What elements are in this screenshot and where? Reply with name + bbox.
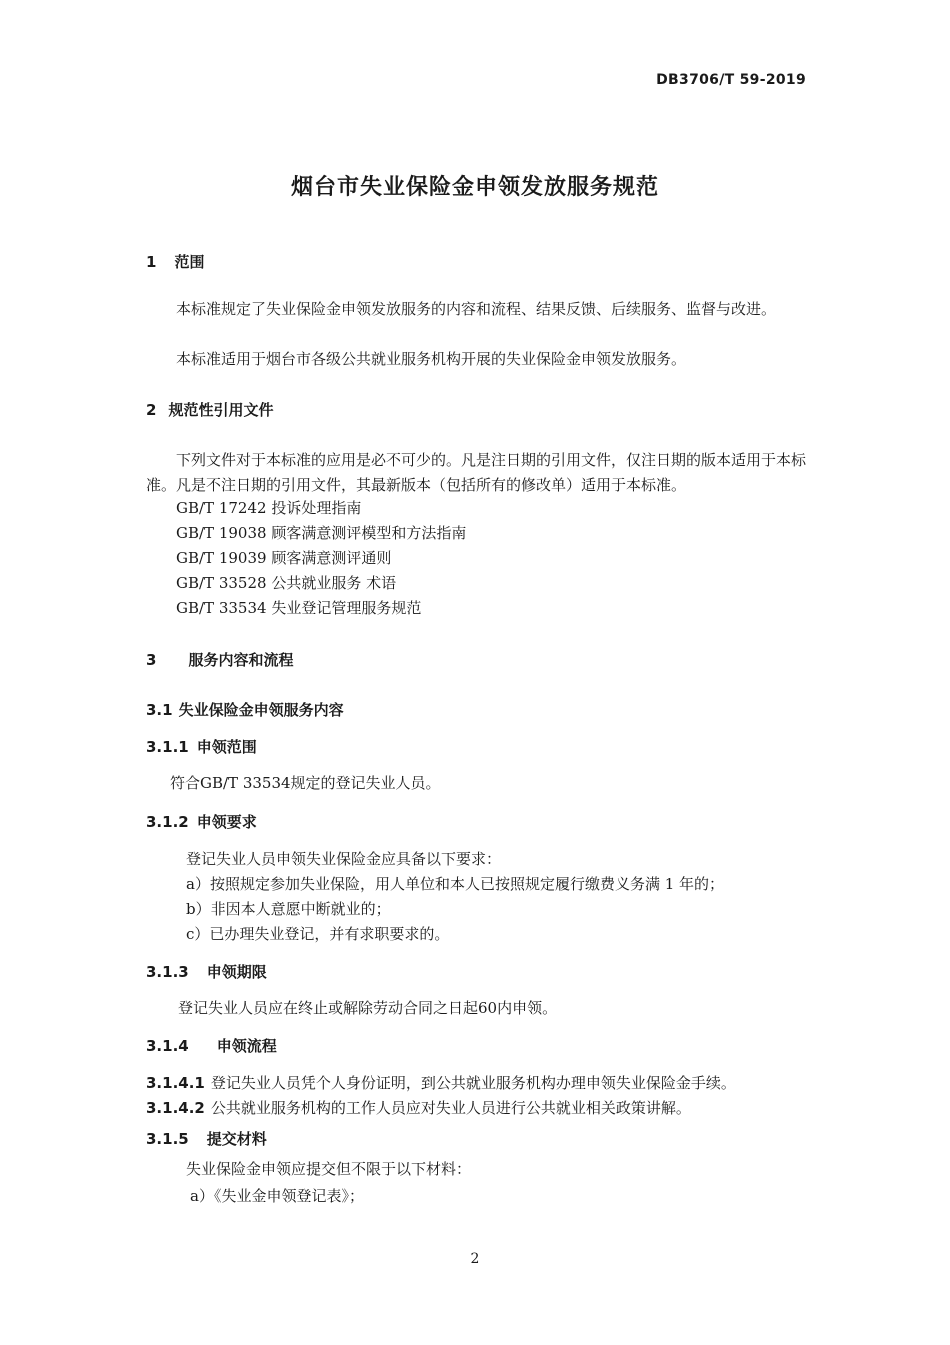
section-2-paragraph-1: 下列文件对于本标准的应用是必不可少的。凡是注日期的引用文件，仅注日期的版本适用于本标准。凡是不注日期的引用文件，其最新版本（包括所有的修改单）适用于本标准。	[146, 451, 807, 494]
document-title: 烟台市失业保险金申领发放服务规范	[290, 175, 659, 200]
section-3-1-4-heading	[146, 1035, 277, 1056]
section-title: 提交材料	[206, 1130, 267, 1148]
section-3-1-2-heading	[146, 811, 257, 832]
section-number: 3.1.4	[146, 1037, 189, 1055]
procedure-step	[146, 1072, 736, 1093]
section-3-1-heading	[146, 699, 344, 720]
section-3-heading	[146, 649, 293, 670]
section-number: 2	[146, 401, 157, 419]
list-item: a）按照规定参加失业保险，用人单位和本人已按照规定履行缴费义务满 1 年的；	[186, 875, 725, 893]
section-number: 3.1.5	[146, 1130, 189, 1148]
list-item: a）《失业金申领登记表》；	[190, 1187, 364, 1205]
page-number: 2	[470, 1251, 480, 1267]
section-3-1-3-paragraph: 登记失业人员应在终止或解除劳动合同之日起60内申领。	[178, 999, 558, 1017]
section-number: 3.1.3	[146, 963, 189, 981]
section-number: 3.1.1	[146, 738, 189, 756]
reference-item: GB/T 17242 投诉处理指南	[176, 499, 362, 517]
step-text: 登记失业人员凭个人身份证明，到公共就业服务机构办理申领失业保险金手续。	[210, 1074, 736, 1092]
section-3-1-1-heading	[146, 736, 257, 757]
section-title: 服务内容和流程	[188, 651, 294, 669]
reference-item: GB/T 19039 顾客满意测评通则	[176, 549, 392, 567]
section-3-1-2-paragraph: 登记失业人员申领失业保险金应具备以下要求：	[186, 850, 502, 868]
step-text: 公共就业服务机构的工作人员应对失业人员进行公共就业相关政策讲解。	[210, 1099, 691, 1117]
list-item: b）非因本人意愿中断就业的；	[186, 900, 391, 918]
section-1-paragraph-2: 本标准适用于烟台市各级公共就业服务机构开展的失业保险金申领发放服务。	[176, 350, 687, 368]
section-title: 申领范围	[196, 738, 257, 756]
section-number: 3.1	[146, 701, 173, 719]
section-number: 1	[146, 253, 157, 271]
list-item: c）已办理失业登记，并有求职要求的。	[186, 925, 450, 943]
section-number: 3.1.2	[146, 813, 189, 831]
step-number: 3.1.4.1	[146, 1074, 205, 1092]
section-3-1-1-paragraph: 符合GB/T 33534规定的登记失业人员。	[170, 774, 441, 792]
section-title: 申领期限	[206, 963, 267, 981]
reference-item: GB/T 33528 公共就业服务 术语	[176, 574, 397, 592]
section-1-paragraph-1: 本标准规定了失业保险金申领发放服务的内容和流程、结果反馈、后续服务、监督与改进。	[176, 300, 777, 318]
section-3-1-5-paragraph: 失业保险金申领应提交但不限于以下材料：	[186, 1160, 472, 1178]
section-title: 失业保险金申领服务内容	[178, 701, 344, 719]
reference-item: GB/T 33534 失业登记管理服务规范	[176, 599, 422, 617]
section-title: 规范性引用文件	[168, 401, 274, 419]
section-title: 范围	[174, 253, 205, 271]
section-2-heading	[146, 399, 273, 420]
section-title: 申领要求	[196, 813, 257, 831]
step-number: 3.1.4.2	[146, 1099, 205, 1117]
procedure-step	[146, 1097, 691, 1118]
section-3-1-3-heading	[146, 961, 267, 982]
section-number: 3	[146, 651, 157, 669]
section-title: 申领流程	[216, 1037, 277, 1055]
reference-item: GB/T 19038 顾客满意测评模型和方法指南	[176, 524, 467, 542]
section-3-1-5-heading	[146, 1128, 267, 1149]
section-1-heading	[146, 251, 204, 272]
standard-code: DB3706/T 59-2019	[656, 72, 806, 88]
